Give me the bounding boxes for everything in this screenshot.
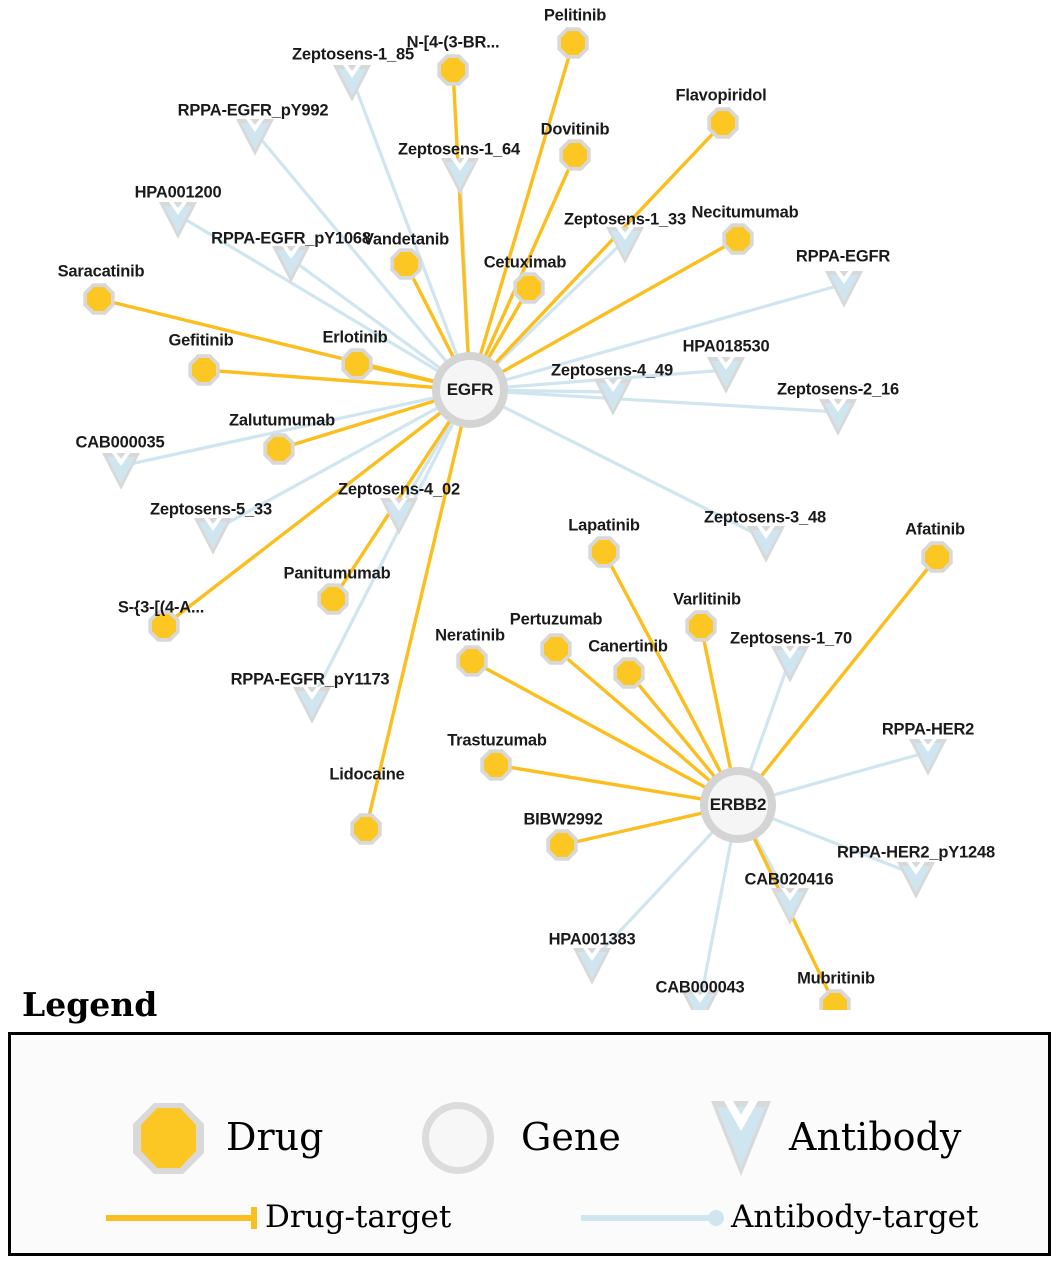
- antibody-label: Zeptosens-3_48: [704, 508, 826, 527]
- drug-node[interactable]: [685, 610, 716, 641]
- antibody-node[interactable]: [606, 227, 644, 264]
- gene-label: EGFR: [446, 380, 494, 399]
- drug-label: Zalutumumab: [229, 411, 335, 430]
- drug-node[interactable]: [263, 433, 294, 464]
- antibody-node[interactable]: [441, 158, 479, 195]
- drug-label: Erlotinib: [322, 328, 388, 347]
- antibody-node[interactable]: [159, 202, 197, 239]
- antibody-node[interactable]: [102, 453, 140, 490]
- drug-label: Flavopiridol: [675, 86, 767, 105]
- antibody-target-edge-icon: [581, 1210, 724, 1226]
- antibody-label: Zeptosens-1_64: [398, 140, 520, 159]
- antibody-node[interactable]: [707, 357, 745, 394]
- antibody-label: Zeptosens-1_33: [564, 210, 686, 229]
- antibody-label: RPPA-EGFR_pY1173: [230, 670, 390, 689]
- drug-label: Cetuximab: [483, 253, 567, 272]
- drug-label: Canertinib: [588, 637, 668, 656]
- drug-octagon-icon: [133, 1103, 204, 1174]
- drug-node[interactable]: [456, 645, 487, 676]
- drug-label: Afatinib: [905, 520, 965, 539]
- antibody-label: RPPA-HER2: [881, 720, 975, 739]
- drug-label: N-[4-(3-BR...: [406, 33, 500, 52]
- drug-label: Saracatinib: [57, 262, 145, 281]
- drug-node[interactable]: [722, 223, 753, 254]
- legend-label-drug-target: Drug-target: [265, 1199, 452, 1235]
- antibody-label: HPA001200: [134, 183, 222, 202]
- drug-node[interactable]: [540, 633, 571, 664]
- antibody-label: RPPA-EGFR_pY1068: [211, 229, 371, 248]
- antibody-node[interactable]: [771, 888, 809, 925]
- drug-node[interactable]: [188, 354, 219, 385]
- antibody-label: CAB000043: [655, 978, 745, 997]
- antibody-node[interactable]: [194, 518, 232, 555]
- drug-label: Lapatinib: [568, 516, 640, 535]
- drug-node[interactable]: [546, 829, 577, 860]
- drug-target-edge: [366, 390, 470, 829]
- drug-label: Vandetanib: [362, 230, 450, 249]
- drug-node[interactable]: [83, 283, 114, 314]
- antibody-node[interactable]: [272, 246, 310, 283]
- drug-node[interactable]: [513, 272, 544, 303]
- antibody-label: HPA018530: [682, 337, 770, 356]
- antibody-label: RPPA-HER2_pY1248: [837, 843, 995, 862]
- drug-label: Lidocaine: [329, 765, 405, 784]
- antibody-label: CAB000035: [75, 433, 165, 452]
- drug-target-edge: [453, 70, 470, 390]
- drug-label: Gefitinib: [168, 331, 234, 350]
- antibody-label: RPPA-EGFR: [795, 247, 891, 266]
- antibody-label: RPPA-EGFR_pY992: [177, 101, 329, 120]
- drug-label: Dovitinib: [540, 120, 610, 139]
- drug-node[interactable]: [588, 536, 619, 567]
- drug-node[interactable]: [559, 139, 590, 170]
- antibody-label: HPA001383: [548, 930, 636, 949]
- legend: [0, 985, 1059, 1256]
- gene-label: ERBB2: [709, 795, 767, 814]
- drug-label: Neratinib: [435, 626, 505, 645]
- antibody-label: Zeptosens-4_02: [338, 480, 460, 499]
- drug-node[interactable]: [390, 248, 421, 279]
- drug-target-edge: [738, 557, 937, 805]
- drug-node[interactable]: [437, 54, 468, 85]
- antibody-node[interactable]: [333, 65, 371, 102]
- drug-label: Pertuzumab: [509, 610, 603, 629]
- drug-label: BIBW2992: [523, 810, 603, 829]
- drug-label: S-{3-[(4-A...: [117, 598, 205, 617]
- antibody-label: Zeptosens-4_49: [551, 361, 673, 380]
- drug-node[interactable]: [613, 657, 644, 688]
- gene-circle-icon: [422, 1102, 494, 1174]
- antibody-chevron-icon: [711, 1101, 771, 1176]
- antibody-node[interactable]: [747, 526, 785, 563]
- legend-label-drug: Drug: [226, 1115, 324, 1159]
- drug-target-edge-icon: [106, 1207, 254, 1229]
- antibody-label: Zeptosens-1_85: [292, 45, 414, 64]
- antibody-label: Zeptosens-5_33: [150, 500, 272, 519]
- drug-label: Necitumumab: [691, 203, 799, 222]
- legend-label-gene: Gene: [521, 1115, 621, 1159]
- drug-label: Pelitinib: [543, 6, 607, 25]
- drug-node[interactable]: [341, 348, 372, 379]
- antibody-label: Zeptosens-2_16: [777, 380, 899, 399]
- antibody-node[interactable]: [293, 687, 331, 724]
- drug-node[interactable]: [557, 27, 588, 58]
- antibody-node[interactable]: [909, 739, 947, 776]
- drug-label: Trastuzumab: [447, 731, 547, 750]
- antibody-node[interactable]: [819, 399, 857, 436]
- antibody-label: Zeptosens-1_70: [730, 629, 852, 648]
- drug-label: Mubritinib: [797, 969, 875, 988]
- drug-label: Panitumumab: [283, 564, 391, 583]
- legend-title: Legend: [22, 985, 158, 1024]
- drug-node[interactable]: [317, 583, 348, 614]
- legend-box: [8, 1032, 1051, 1256]
- antibody-target-edge: [312, 390, 470, 700]
- drug-node[interactable]: [350, 813, 381, 844]
- drug-node[interactable]: [707, 107, 738, 138]
- antibody-node[interactable]: [897, 862, 935, 899]
- legend-label-antibody-target: Antibody-target: [731, 1199, 979, 1235]
- drug-node[interactable]: [921, 541, 952, 572]
- antibody-node[interactable]: [771, 646, 809, 683]
- antibody-node[interactable]: [573, 948, 611, 985]
- antibody-label: CAB020416: [744, 870, 834, 889]
- drug-label: Varlitinib: [673, 590, 741, 609]
- legend-label-antibody: Antibody: [789, 1115, 962, 1159]
- drug-node[interactable]: [480, 749, 511, 780]
